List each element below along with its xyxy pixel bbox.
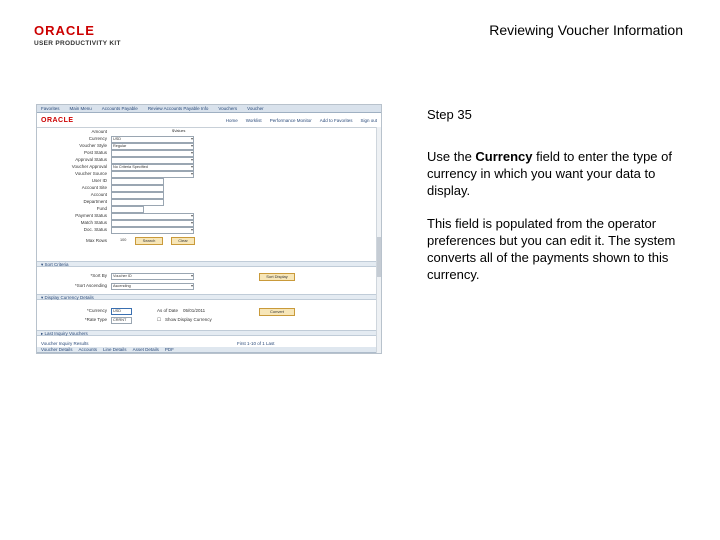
nav-item[interactable]: Accounts Payable xyxy=(101,106,138,111)
field-row xyxy=(37,185,237,191)
last-inquiry-section[interactable] xyxy=(37,330,381,336)
field-row xyxy=(37,150,237,156)
field-label: Post Status xyxy=(83,150,107,155)
grid-tab[interactable]: Asset Details xyxy=(132,347,159,352)
display-currency-input[interactable]: USD xyxy=(111,308,132,315)
results-grid-tabs xyxy=(37,347,381,353)
as-of-date-label: As of Date xyxy=(157,308,179,313)
sort-by-label: *Sort By xyxy=(90,273,107,278)
section-title: Sort Criteria xyxy=(44,262,69,267)
field-row xyxy=(37,129,237,135)
field-input[interactable] xyxy=(111,192,164,199)
field-row xyxy=(37,227,237,233)
field-input[interactable] xyxy=(111,185,164,192)
rate-type-input[interactable]: CRRNT xyxy=(111,317,132,324)
field-name-emphasis: Currency xyxy=(475,149,533,164)
convert-button[interactable]: Convert xyxy=(259,308,295,316)
as-of-date-value: 05/01/2011 xyxy=(183,308,206,313)
instruction-text: Use the xyxy=(427,149,476,164)
sort-criteria-section[interactable] xyxy=(37,261,381,267)
header-links xyxy=(226,118,377,123)
field-row xyxy=(37,157,237,163)
field-label: Account xyxy=(90,192,107,197)
sort-display-button[interactable]: Sort Display xyxy=(259,273,295,281)
section-title: Last Inquiry Vouchers xyxy=(44,331,88,336)
field-label: Doc. Status xyxy=(83,227,107,232)
page-title: Reviewing Voucher Information xyxy=(489,22,683,38)
sort-row xyxy=(37,273,381,279)
field-select[interactable] xyxy=(111,220,194,227)
clear-button[interactable]: Clear xyxy=(171,237,195,245)
field-row xyxy=(37,143,237,149)
field-select[interactable] xyxy=(111,157,194,164)
step-label: Step 35 xyxy=(427,107,472,122)
field-select[interactable]: No Criteria Specified ▾ xyxy=(111,164,194,171)
collapse-icon: ▾ xyxy=(41,262,45,267)
field-row xyxy=(37,164,237,170)
field-label: Match Status xyxy=(80,220,107,225)
nav-item[interactable]: Voucher xyxy=(247,106,264,111)
max-rows-input[interactable]: 100 xyxy=(119,238,134,243)
show-display-label: Show Display Currency xyxy=(165,317,212,322)
field-row xyxy=(37,192,237,198)
field-label: Voucher Source xyxy=(74,171,107,176)
field-row xyxy=(37,136,237,142)
results-title: Voucher Inquiry Results xyxy=(41,341,89,346)
header-link[interactable]: Add to Favorites xyxy=(319,117,353,123)
field-row xyxy=(37,199,237,205)
header-link[interactable]: Performance Monitor xyxy=(269,117,312,123)
nav-item[interactable]: Review Accounts Payable Info xyxy=(147,106,209,111)
field-input[interactable] xyxy=(111,178,164,185)
field-label: Voucher Approval xyxy=(71,164,107,169)
section-title: Display Currency Details xyxy=(44,295,94,300)
field-input[interactable] xyxy=(111,199,164,206)
field-select[interactable] xyxy=(111,213,194,220)
sort-by-select[interactable]: Voucher ID ▾ xyxy=(111,273,194,280)
results-pager[interactable]: First 1-10 of 1 Last xyxy=(237,341,275,346)
field-select[interactable] xyxy=(111,150,194,157)
grid-tab[interactable]: Voucher Details xyxy=(41,347,73,352)
field-label: Currency xyxy=(88,136,107,141)
field-label: Voucher Style xyxy=(79,143,107,148)
app-header xyxy=(37,113,381,128)
field-row xyxy=(37,171,237,177)
currency-label: *Currency xyxy=(86,308,107,313)
search-button[interactable]: Search xyxy=(135,237,163,245)
header-link[interactable]: Home xyxy=(225,117,238,123)
field-label: Fund xyxy=(96,206,107,211)
instruction-text: field to enter the type of currency in which you want your data to display. xyxy=(427,149,672,198)
rate-type-row xyxy=(37,317,381,323)
display-currency-section[interactable] xyxy=(37,294,381,300)
logo-wordmark: ORACLE xyxy=(34,23,95,38)
field-label: Amount xyxy=(91,129,107,134)
step-description xyxy=(427,148,692,299)
field-row xyxy=(37,213,237,219)
field-label: Approval Status xyxy=(75,157,107,162)
grid-tab[interactable]: Accounts xyxy=(78,347,98,352)
field-label: Account Site xyxy=(81,185,107,190)
field-row xyxy=(37,220,237,226)
explanation-paragraph: This field is populated from the operator preferences but you can edit it. The system converts all of the payments shown to this currency. xyxy=(427,216,676,282)
field-select[interactable] xyxy=(111,171,194,178)
breadcrumb-bar xyxy=(37,105,381,113)
field-select[interactable] xyxy=(111,227,194,234)
show-display-checkbox[interactable]: ☐ xyxy=(157,317,162,322)
application-screenshot xyxy=(36,104,382,354)
max-rows-label: Max Rows xyxy=(85,238,107,243)
collapse-icon: ▾ xyxy=(41,295,45,300)
field-label: Department xyxy=(83,199,107,204)
rate-type-label: *Rate Type xyxy=(84,317,107,322)
grid-tab[interactable]: PDF xyxy=(164,347,174,352)
currency-row xyxy=(37,308,381,314)
sort-row xyxy=(37,283,381,289)
field-label: User ID xyxy=(91,178,107,183)
field-input[interactable] xyxy=(111,206,144,213)
oracle-upk-logo xyxy=(34,24,130,47)
field-label: Payment Status xyxy=(75,213,107,218)
field-value: $Values xyxy=(171,129,192,134)
currency-input[interactable]: USD ▾ xyxy=(111,136,194,143)
expand-icon: ▸ xyxy=(41,331,45,336)
header-link[interactable]: Worklist xyxy=(245,117,262,123)
field-row xyxy=(37,206,237,212)
search-criteria-form xyxy=(37,128,381,256)
field-row xyxy=(37,178,237,184)
nav-item[interactable]: Favorites xyxy=(41,106,60,111)
logo-subtitle: USER PRODUCTIVITY KIT xyxy=(34,40,121,47)
scroll-thumb[interactable] xyxy=(377,237,381,277)
sort-order-select[interactable]: Ascending ▾ xyxy=(111,283,194,290)
instruction-paragraph xyxy=(427,148,692,199)
header-link[interactable]: Sign out xyxy=(360,117,377,123)
nav-item[interactable]: Vouchers xyxy=(218,106,238,111)
nav-item[interactable]: Main Menu xyxy=(69,106,92,111)
field-select[interactable]: Regular ▾ xyxy=(111,143,194,150)
sort-order-label: *Sort Ascending xyxy=(74,283,107,288)
grid-tab[interactable]: Line Details xyxy=(103,347,127,352)
vertical-scrollbar[interactable] xyxy=(376,127,381,353)
app-brand: ORACLE xyxy=(41,116,74,124)
